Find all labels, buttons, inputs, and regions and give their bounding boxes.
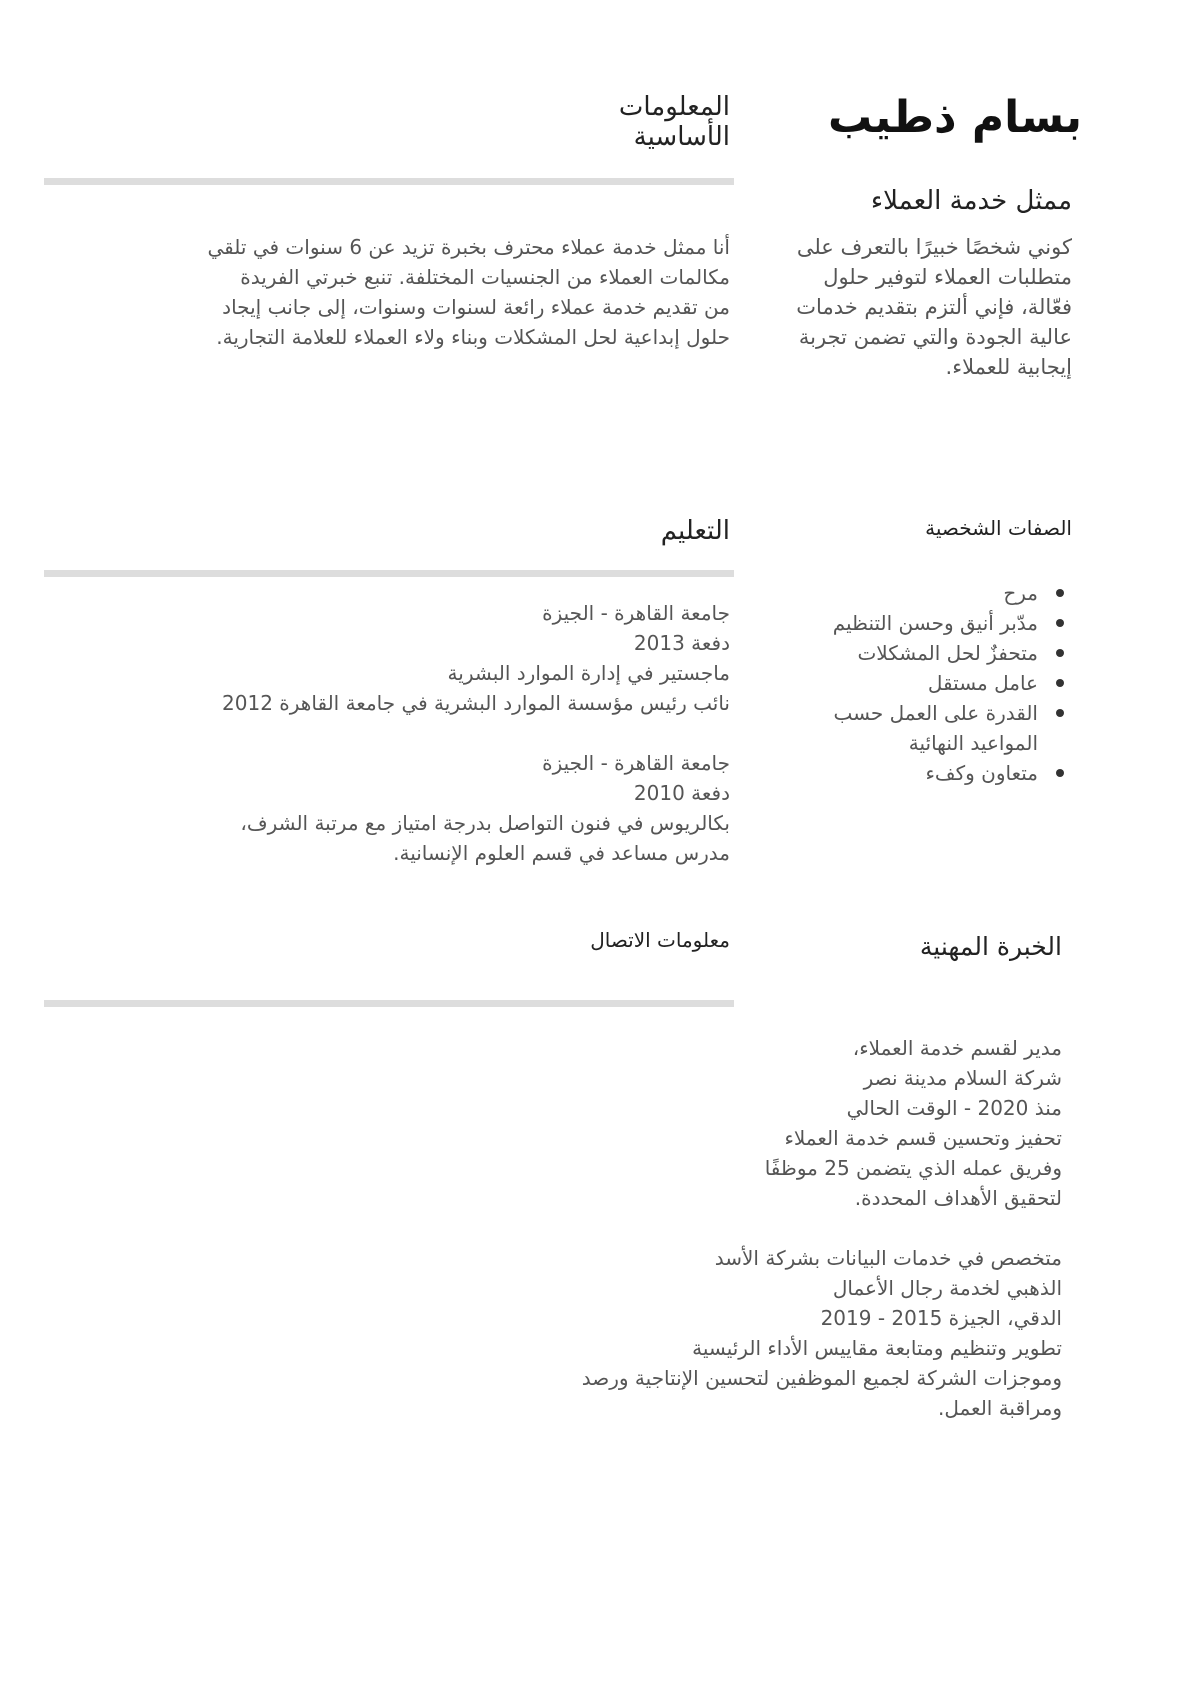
entry-line: شركة السلام مدينة نصر (863, 1066, 1062, 1090)
entry-line: مدرس مساعد في قسم العلوم الإنسانية. (393, 841, 730, 865)
entry-line: ومراقبة العمل. (937, 1396, 1062, 1420)
intro-line: عالية الجودة والتي تضمن تجربة (798, 325, 1072, 349)
entry-line: الدقي، الجيزة 2015 - 2019 (820, 1306, 1062, 1330)
experience-entries (262, 1033, 1062, 1423)
entry-spacer (30, 718, 730, 748)
entry-line: تحفيز وتحسين قسم خدمة العملاء (784, 1126, 1062, 1150)
intro-line: كوني شخصًا خبيرًا بالتعرف على (796, 235, 1072, 259)
section-divider (44, 178, 734, 185)
experience-heading: الخبرة المهنية (919, 932, 1062, 961)
entry-line: وموجزات الشركة لجميع الموظفين لتحسين الإنتاجية ورصد (581, 1366, 1062, 1390)
section-divider (44, 1000, 734, 1007)
trait-item (712, 578, 1072, 608)
entry-line: جامعة القاهرة - الجيزة (542, 601, 730, 625)
summary-line: مكالمات العملاء من الجنسيات المختلفة. تنبع خبرتي الفريدة (240, 265, 730, 289)
intro-line: فعّالة، فإني ألتزم بتقديم خدمات (796, 295, 1072, 319)
entry-line: متخصص في خدمات البيانات بشركة الأسد (714, 1246, 1062, 1270)
trait-item (712, 758, 1072, 788)
entry-line: الذهبي لخدمة رجال الأعمال (832, 1276, 1062, 1300)
trait-text: متعاون وكفء (925, 761, 1038, 785)
trait-item (712, 668, 1072, 698)
traits-heading: الصفات الشخصية (925, 516, 1072, 540)
entry-line: منذ 2020 - الوقت الحالي (846, 1096, 1062, 1120)
trait-item (712, 698, 1072, 758)
entry-line: تطوير وتنظيم ومتابعة مقاييس الأداء الرئيسية (692, 1336, 1062, 1360)
basic-info-heading (430, 92, 730, 152)
trait-item (712, 638, 1072, 668)
intro-line: متطلبات العملاء لتوفير حلول (823, 265, 1072, 289)
experience-entry (262, 1033, 1062, 1213)
intro-line: إيجابية للعملاء. (945, 355, 1072, 379)
heading-line: الأساسية (633, 122, 730, 152)
trait-text: القدرة على العمل حسب (833, 701, 1038, 725)
entry-line: ماجستير في إدارة الموارد البشرية (447, 661, 730, 685)
contact-heading: معلومات الاتصال (590, 928, 730, 952)
summary-line: حلول إبداعية لحل المشكلات وبناء ولاء العملاء للعلامة التجارية. (216, 325, 730, 349)
entry-line: جامعة القاهرة - الجيزة (542, 751, 730, 775)
entry-line: بكالريوس في فنون التواصل بدرجة امتياز مع مرتبة الشرف، (240, 811, 730, 835)
education-entries (30, 598, 730, 868)
traits-list (712, 578, 1072, 788)
section-divider (44, 570, 734, 577)
entry-line: مدير لقسم خدمة العملاء، (852, 1036, 1062, 1060)
trait-text: مدّبر أنيق وحسن التنظيم (832, 611, 1038, 635)
entry-spacer (262, 1213, 1062, 1243)
trait-text: متحفزٌ لحل المشكلات (857, 641, 1038, 665)
entry-line: دفعة 2013 (633, 631, 730, 655)
entry-line: دفعة 2010 (633, 781, 730, 805)
trait-text: عامل مستقل (927, 671, 1038, 695)
heading-line: المعلومات (618, 92, 730, 122)
education-entry (30, 598, 730, 718)
summary-line: من تقديم خدمة عملاء رائعة لسنوات وسنوات، إلى جانب إيجاد (222, 295, 730, 319)
education-heading: التعليم (660, 516, 730, 546)
intro-summary (712, 232, 1072, 382)
trait-text: مرح (1003, 581, 1038, 605)
entry-line: لتحقيق الأهداف المحددة. (854, 1186, 1062, 1210)
experience-entry (262, 1243, 1062, 1423)
job-title: ممثل خدمة العملاء (870, 186, 1072, 216)
entry-line: وفريق عمله الذي يتضمن 25 موظفًا (764, 1156, 1062, 1180)
trait-item (712, 608, 1072, 638)
entry-line: نائب رئيس مؤسسة الموارد البشرية في جامعة القاهرة 2012 (222, 691, 730, 715)
trait-text: المواعيد النهائية (908, 731, 1038, 755)
education-entry (30, 748, 730, 868)
summary-line: أنا ممثل خدمة عملاء محترف بخبرة تزيد عن 6 سنوات في تلقي (207, 235, 730, 259)
basic-info-text (30, 232, 730, 352)
candidate-name: بسام ذطيب (828, 92, 1082, 143)
